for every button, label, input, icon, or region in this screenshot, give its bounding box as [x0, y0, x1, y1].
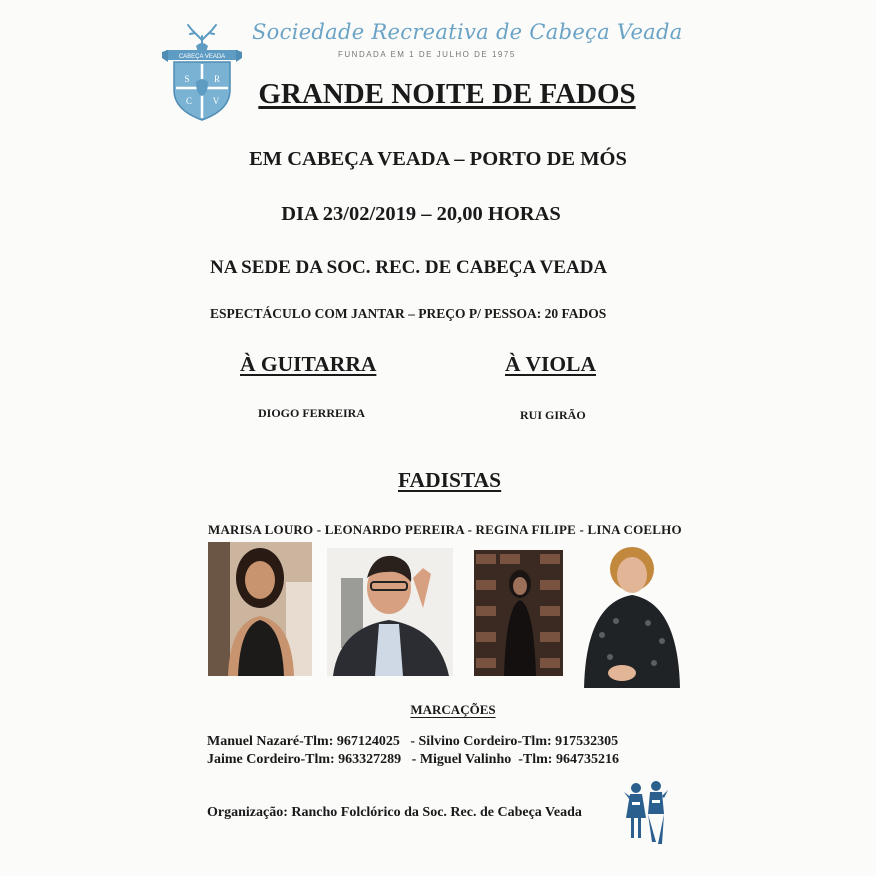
society-name: Sociedade Recreativa de Cabeça Veada — [252, 20, 683, 44]
fadistas-list: MARISA LOURO - LEONARDO PEREIRA - REGINA FILIPE - LINA COELHO — [208, 522, 682, 537]
fadistas-heading: FADISTAS — [398, 468, 502, 492]
svg-text:V: V — [212, 96, 220, 106]
page-title: GRANDE NOITE DE FADOS — [258, 78, 636, 110]
organization-credit: Organização: Rancho Folclórico da Soc. Rec. de Cabeça Veada — [207, 805, 582, 820]
event-date: DIA 23/02/2019 – 20,00 HORAS — [281, 203, 561, 225]
svg-text:C: C — [185, 96, 193, 106]
svg-text:R: R — [213, 74, 221, 84]
event-venue: EM CABEÇA VEADA – PORTO DE MÓS — [249, 148, 627, 170]
photo-marisa-louro — [208, 542, 312, 676]
svg-text:CABEÇA VEADA: CABEÇA VEADA — [178, 54, 226, 60]
svg-text:S: S — [184, 74, 190, 84]
folk-dancers-icon — [622, 778, 670, 850]
contact-row: Jaime Cordeiro-Tlm: 963327289 - Miguel Valinho -Tlm: 964735216 — [207, 752, 619, 767]
guitar-player-name: DIOGO FERREIRA — [258, 406, 366, 420]
event-price: ESPECTÁCULO COM JANTAR – PREÇO P/ PESSOA: 20 FADOS — [210, 306, 607, 321]
photo-leonardo-pereira — [327, 548, 453, 676]
society-founded-date: FUNDADA EM 1 DE JULHO DE 1975 — [338, 50, 516, 59]
event-place: NA SEDE DA SOC. REC. DE CABEÇA VEADA — [210, 257, 608, 278]
contact-row: Manuel Nazaré-Tlm: 967124025 - Silvino Cordeiro-Tlm: 917532305 — [207, 734, 619, 749]
viola-heading: À VIOLA — [505, 352, 596, 376]
society-crest-logo — [160, 22, 244, 122]
photo-regina-filipe — [474, 550, 563, 676]
marcacoes-heading: MARCAÇÕES — [410, 702, 496, 717]
viola-player-name: RUI GIRÃO — [520, 408, 586, 422]
photo-lina-coelho — [582, 545, 682, 688]
guitar-heading: À GUITARRA — [240, 352, 377, 376]
